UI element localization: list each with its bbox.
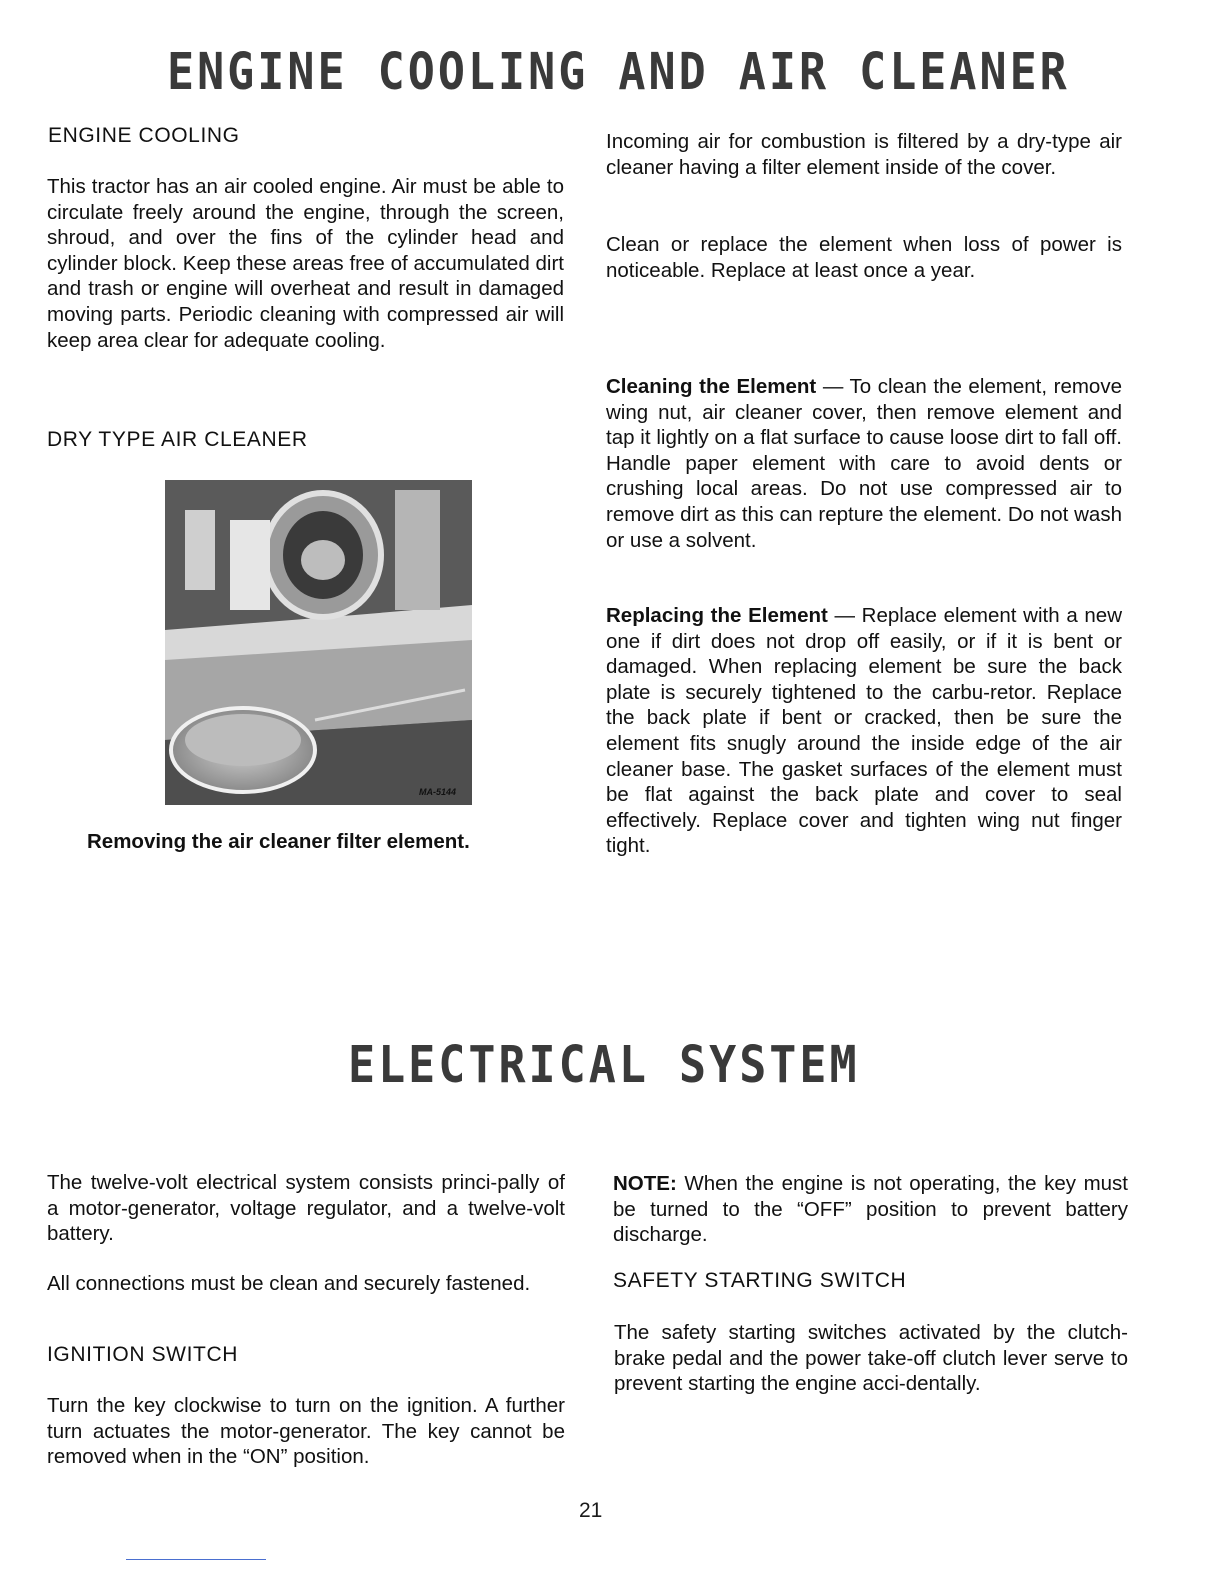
note-text: When the engine is not operating, the key must be turned to the “OFF” position to prevent battery discharge.	[613, 1172, 1128, 1247]
cleaning-text: — To clean the element, remove wing nut, air cleaner cover, then remove element and tap it lightly on a flat surface to cause loose dirt to fall off. Handle paper element with care to avoid dents or crushing local areas. Do not use compressed air to remove dirt as this can repture the element. Do not wash or use a solvent.	[606, 375, 1122, 552]
replacing-text: — Replace element with a new one if dirt does not drop off easily, or if it is bent or damaged. When replacing element be sure the back plate is securely tightened to the carbu-retor. Replace the back plate if bent or cracked, then be sure the element fits snugly around the inside edge of the air cleaner base. The gasket surfaces of the element must be flat against the back plate and cover to seal effectively. Replace cover and tighten wing nut finger tight.	[606, 604, 1123, 858]
paragraph-incoming-air: Incoming air for combustion is filtered by a dry-type air cleaner having a filter element inside of the cover.	[606, 130, 1122, 179]
paragraph-ignition-switch: Turn the key clockwise to turn on the ignition. A further turn actuates the motor-generator. The key cannot be removed when in the “ON” position.	[47, 1394, 565, 1469]
page-number: 21	[579, 1499, 603, 1522]
paragraph-replacing-element	[606, 603, 1122, 859]
footer-rule	[126, 1559, 266, 1560]
paragraph-cleaning-element	[606, 374, 1122, 553]
heading-ignition-switch: IGNITION SWITCH	[47, 1343, 238, 1366]
note-lead: NOTE:	[613, 1172, 677, 1195]
paragraph-note	[613, 1171, 1128, 1248]
paragraph-engine-cooling: This tractor has an air cooled engine. Air must be able to circulate freely around the engine, through the screen, shroud, and over the fins of the cylinder head and cylinder block. Keep these areas free of accumulated dirt and trash or engine will overheat and result in damaged moving parts. Periodic cleaning with compressed air will keep area clear for adequate cooling.	[47, 175, 564, 352]
paragraph-connections: All connections must be clean and securely fastened.	[47, 1272, 531, 1295]
section-title-engine-cooling: ENGINE COOLING AND AIR CLEANER	[167, 42, 1070, 102]
cleaning-lead: Cleaning the Element	[606, 375, 817, 398]
photo-caption: Removing the air cleaner filter element.	[87, 830, 470, 853]
paragraph-electrical-system: The twelve-volt electrical system consists princi-pally of a motor-generator, voltage regulator, and a twelve-volt battery.	[47, 1171, 565, 1246]
heading-dry-type-air-cleaner: DRY TYPE AIR CLEANER	[47, 428, 308, 451]
photo-code: MA-5144	[418, 787, 456, 797]
heading-safety-starting-switch: SAFETY STARTING SWITCH	[613, 1269, 907, 1292]
paragraph-safety-starting-switch: The safety starting switches activated by the clutch-brake pedal and the power take-off clutch lever serve to prevent starting the engine acci-dentally.	[614, 1321, 1128, 1396]
replacing-lead: Replacing the Element	[606, 604, 828, 627]
air-cleaner-photo	[165, 480, 472, 805]
heading-engine-cooling: ENGINE COOLING	[48, 124, 240, 147]
photo-illustration	[165, 480, 472, 805]
paragraph-clean-replace: Clean or replace the element when loss of power is noticeable. Replace at least once a year.	[606, 233, 1122, 282]
section-title-electrical-system: ELECTRICAL SYSTEM	[348, 1035, 860, 1095]
